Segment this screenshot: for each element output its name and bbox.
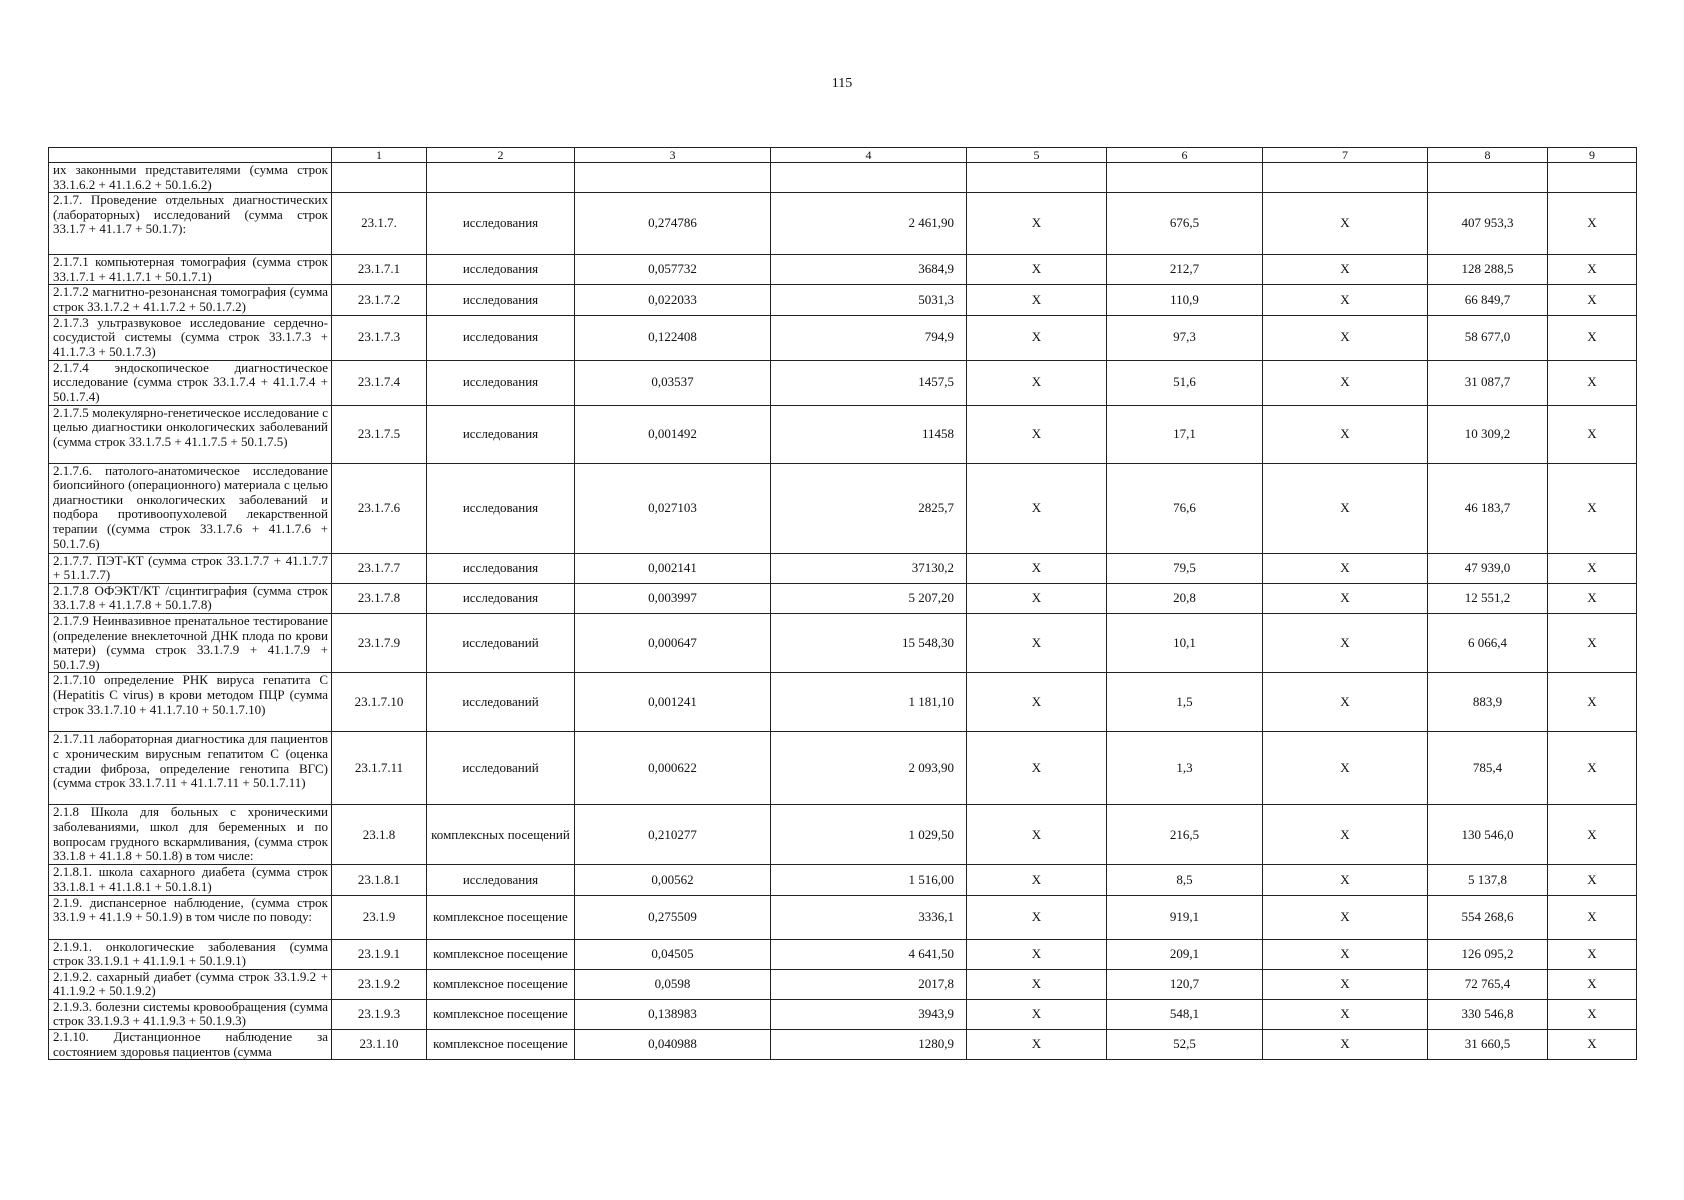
col3-cell: 0,04505	[575, 939, 771, 969]
table-row	[49, 360, 1637, 405]
row-code-cell: 23.1.7.4	[332, 360, 427, 405]
col5-cell: Х	[967, 405, 1107, 463]
col6-cell: 76,6	[1107, 463, 1263, 553]
col7-cell: Х	[1263, 895, 1428, 939]
col7-cell: Х	[1263, 613, 1428, 672]
table-row	[49, 805, 1637, 865]
col6-cell: 548,1	[1107, 999, 1263, 1029]
row-code-cell: 23.1.7.7	[332, 553, 427, 583]
col6-cell: 120,7	[1107, 969, 1263, 999]
unit-cell: исследований	[427, 613, 575, 672]
col3-cell: 0,003997	[575, 583, 771, 613]
col9-cell	[1548, 163, 1637, 193]
col3-cell: 0,03537	[575, 360, 771, 405]
row-code-cell: 23.1.9	[332, 895, 427, 939]
table-row	[49, 583, 1637, 613]
col9-cell: Х	[1548, 315, 1637, 360]
table-row	[49, 673, 1637, 732]
row-code-cell: 23.1.10	[332, 1030, 427, 1060]
col5-cell: Х	[967, 193, 1107, 255]
col3-cell: 0,275509	[575, 895, 771, 939]
col9-cell: Х	[1548, 405, 1637, 463]
unit-cell: комплексное посещение	[427, 895, 575, 939]
col5-cell: Х	[967, 285, 1107, 315]
col7-cell: Х	[1263, 315, 1428, 360]
unit-cell: комплексное посещение	[427, 1030, 575, 1060]
col7-cell: Х	[1263, 1030, 1428, 1060]
col8-cell: 12 551,2	[1428, 583, 1548, 613]
col5-cell: Х	[967, 969, 1107, 999]
col8-cell: 407 953,3	[1428, 193, 1548, 255]
row-name-cell: 2.1.7.4 эндоскопическое диагностическое исследование (сумма строк 33.1.7.4 + 41.1.7.4 + 50.1.7.4)	[49, 360, 332, 405]
row-code-cell: 23.1.9.3	[332, 999, 427, 1029]
col7-cell: Х	[1263, 673, 1428, 732]
col6-cell: 216,5	[1107, 805, 1263, 865]
row-name-cell: 2.1.8.1. школа сахарного диабета (сумма строк 33.1.8.1 + 41.1.8.1 + 50.1.8.1)	[49, 865, 332, 895]
table-row	[49, 553, 1637, 583]
col6-cell: 52,5	[1107, 1030, 1263, 1060]
table-row	[49, 463, 1637, 553]
col3-cell: 0,00562	[575, 865, 771, 895]
col4-cell	[771, 163, 967, 193]
col7-cell: Х	[1263, 969, 1428, 999]
col9-cell: Х	[1548, 865, 1637, 895]
unit-cell: исследования	[427, 193, 575, 255]
col3-cell: 0,002141	[575, 553, 771, 583]
col4-cell: 37130,2	[771, 553, 967, 583]
row-code-cell: 23.1.7.3	[332, 315, 427, 360]
col8-cell	[1428, 163, 1548, 193]
col7-cell: Х	[1263, 285, 1428, 315]
col5-cell: Х	[967, 673, 1107, 732]
unit-cell: исследования	[427, 285, 575, 315]
col7-cell: Х	[1263, 999, 1428, 1029]
col8-cell: 130 546,0	[1428, 805, 1548, 865]
col3-cell: 0,0598	[575, 969, 771, 999]
col8-cell: 31 087,7	[1428, 360, 1548, 405]
col5-cell: Х	[967, 1030, 1107, 1060]
row-name-cell: 2.1.7.9 Неинвазивное пренатальное тестирование (определение внеклеточной ДНК плода по крови матери) (сумма строк 33.1.7.9 + 41.1.7.9 + 50.1.7.9)	[49, 613, 332, 672]
row-code-cell: 23.1.8	[332, 805, 427, 865]
unit-cell: исследования	[427, 360, 575, 405]
row-name-cell: 2.1.9.2. сахарный диабет (сумма строк 33.1.9.2 + 41.1.9.2 + 50.1.9.2)	[49, 969, 332, 999]
col3-cell: 0,274786	[575, 193, 771, 255]
col9-cell: Х	[1548, 673, 1637, 732]
table-row	[49, 285, 1637, 315]
col3-cell: 0,122408	[575, 315, 771, 360]
col6-cell: 10,1	[1107, 613, 1263, 672]
col3-cell: 0,027103	[575, 463, 771, 553]
col3-cell: 0,001241	[575, 673, 771, 732]
col8-cell: 47 939,0	[1428, 553, 1548, 583]
col8-cell: 128 288,5	[1428, 255, 1548, 285]
data-table	[48, 147, 1637, 1060]
row-code-cell: 23.1.9.1	[332, 939, 427, 969]
col5-cell	[967, 163, 1107, 193]
col8-cell: 6 066,4	[1428, 613, 1548, 672]
col9-cell: Х	[1548, 553, 1637, 583]
unit-cell: комплексных посещений	[427, 805, 575, 865]
col4-cell: 2017,8	[771, 969, 967, 999]
col9-cell: Х	[1548, 999, 1637, 1029]
unit-cell: исследования	[427, 315, 575, 360]
col5-cell: Х	[967, 360, 1107, 405]
row-code-cell: 23.1.8.1	[332, 865, 427, 895]
unit-cell: комплексное посещение	[427, 999, 575, 1029]
col7-cell	[1263, 163, 1428, 193]
col6-cell: 676,5	[1107, 193, 1263, 255]
table-row	[49, 865, 1637, 895]
row-code-cell	[332, 163, 427, 193]
col8-cell: 66 849,7	[1428, 285, 1548, 315]
col4-cell: 3943,9	[771, 999, 967, 1029]
col5-cell: Х	[967, 865, 1107, 895]
row-name-cell: 2.1.9.3. болезни системы кровообращения (сумма строк 33.1.9.3 + 41.1.9.3 + 50.1.9.3)	[49, 999, 332, 1029]
col8-cell: 554 268,6	[1428, 895, 1548, 939]
col4-cell: 5 207,20	[771, 583, 967, 613]
row-name-cell: 2.1.7.2 магнитно-резонансная томография (сумма строк 33.1.7.2 + 41.1.7.2 + 50.1.7.2)	[49, 285, 332, 315]
row-name-cell: 2.1.7.3 ультразвуковое исследование сердечно-сосудистой системы (сумма строк 33.1.7.3 + 41.1.7.3 + 50.1.7.3)	[49, 315, 332, 360]
col4-cell: 2 093,90	[771, 732, 967, 805]
col8-cell: 126 095,2	[1428, 939, 1548, 969]
col9-cell: Х	[1548, 360, 1637, 405]
col6-cell: 17,1	[1107, 405, 1263, 463]
col6-cell: 1,3	[1107, 732, 1263, 805]
col4-cell: 4 641,50	[771, 939, 967, 969]
row-code-cell: 23.1.7.11	[332, 732, 427, 805]
row-code-cell: 23.1.7.8	[332, 583, 427, 613]
col3-cell	[575, 163, 771, 193]
col8-cell: 785,4	[1428, 732, 1548, 805]
row-code-cell: 23.1.7.9	[332, 613, 427, 672]
col9-cell: Х	[1548, 613, 1637, 672]
row-code-cell: 23.1.9.2	[332, 969, 427, 999]
row-name-cell: 2.1.7.10 определение РНК вируса гепатита С (Hepatitis C virus) в крови методом ПЦР (сумма строк 33.1.7.10 + 41.1.7.10 + 50.1.7.10)	[49, 673, 332, 732]
col8-cell: 46 183,7	[1428, 463, 1548, 553]
col6-cell: 20,8	[1107, 583, 1263, 613]
col3-cell: 0,000622	[575, 732, 771, 805]
col8-cell: 10 309,2	[1428, 405, 1548, 463]
unit-cell: исследования	[427, 463, 575, 553]
col7-cell: Х	[1263, 583, 1428, 613]
header-cell: 5	[967, 148, 1107, 163]
row-name-cell: 2.1.10. Дистанционное наблюдение за состоянием здоровья пациентов (сумма	[49, 1030, 332, 1060]
header-cell: 6	[1107, 148, 1263, 163]
col9-cell: Х	[1548, 285, 1637, 315]
row-code-cell: 23.1.7.1	[332, 255, 427, 285]
header-cell: 2	[427, 148, 575, 163]
table-row	[49, 895, 1637, 939]
unit-cell: исследования	[427, 255, 575, 285]
col3-cell: 0,040988	[575, 1030, 771, 1060]
col6-cell: 1,5	[1107, 673, 1263, 732]
col4-cell: 1 181,10	[771, 673, 967, 732]
col9-cell: Х	[1548, 732, 1637, 805]
col9-cell: Х	[1548, 1030, 1637, 1060]
col6-cell: 79,5	[1107, 553, 1263, 583]
col5-cell: Х	[967, 463, 1107, 553]
col9-cell: Х	[1548, 583, 1637, 613]
col3-cell: 0,057732	[575, 255, 771, 285]
col8-cell: 883,9	[1428, 673, 1548, 732]
row-name-cell: 2.1.7.11 лабораторная диагностика для пациентов с хроническим вирусным гепатитом С (оценка стадии фиброза, определение генотипа ВГС) (сумма строк 33.1.7.11 + 41.1.7.11 + 50.1.7.11)	[49, 732, 332, 805]
header-cell: 1	[332, 148, 427, 163]
col9-cell: Х	[1548, 463, 1637, 553]
col4-cell: 1 029,50	[771, 805, 967, 865]
row-name-cell: 2.1.7.6. патолого-анатомическое исследование биопсийного (операционного) материала с целью диагностики онкологических заболеваний и подбора противоопухолевой лекарственной терапии ((сумма строк 33.1.7.6 + 41.1.7.6 + 50.1.7.6)	[49, 463, 332, 553]
table-row	[49, 1030, 1637, 1060]
col8-cell: 58 677,0	[1428, 315, 1548, 360]
col6-cell: 51,6	[1107, 360, 1263, 405]
row-name-cell: 2.1.9.1. онкологические заболевания (сумма строк 33.1.9.1 + 41.1.9.1 + 50.1.9.1)	[49, 939, 332, 969]
unit-cell	[427, 163, 575, 193]
col6-cell: 8,5	[1107, 865, 1263, 895]
table-row	[49, 405, 1637, 463]
col3-cell: 0,138983	[575, 999, 771, 1029]
col5-cell: Х	[967, 553, 1107, 583]
col7-cell: Х	[1263, 805, 1428, 865]
row-name-cell: их законными представителями (сумма строк 33.1.6.2 + 41.1.6.2 + 50.1.6.2)	[49, 163, 332, 193]
col8-cell: 31 660,5	[1428, 1030, 1548, 1060]
unit-cell: исследований	[427, 732, 575, 805]
col5-cell: Х	[967, 732, 1107, 805]
col8-cell: 5 137,8	[1428, 865, 1548, 895]
col9-cell: Х	[1548, 939, 1637, 969]
row-name-cell: 2.1.9. диспансерное наблюдение, (сумма строк 33.1.9 + 41.1.9 + 50.1.9) в том числе по поводу:	[49, 895, 332, 939]
col3-cell: 0,000647	[575, 613, 771, 672]
col7-cell: Х	[1263, 405, 1428, 463]
header-cell: 8	[1428, 148, 1548, 163]
table-row	[49, 163, 1637, 193]
col5-cell: Х	[967, 315, 1107, 360]
col9-cell: Х	[1548, 193, 1637, 255]
col4-cell: 1 516,00	[771, 865, 967, 895]
col5-cell: Х	[967, 805, 1107, 865]
header-cell: 9	[1548, 148, 1637, 163]
col6-cell: 110,9	[1107, 285, 1263, 315]
row-code-cell: 23.1.7.6	[332, 463, 427, 553]
col8-cell: 330 546,8	[1428, 999, 1548, 1029]
col7-cell: Х	[1263, 732, 1428, 805]
col5-cell: Х	[967, 999, 1107, 1029]
col6-cell: 919,1	[1107, 895, 1263, 939]
table-row	[49, 999, 1637, 1029]
col9-cell: Х	[1548, 255, 1637, 285]
col3-cell: 0,210277	[575, 805, 771, 865]
col4-cell: 1280,9	[771, 1030, 967, 1060]
col4-cell: 1457,5	[771, 360, 967, 405]
col7-cell: Х	[1263, 463, 1428, 553]
col5-cell: Х	[967, 583, 1107, 613]
col6-cell	[1107, 163, 1263, 193]
row-code-cell: 23.1.7.	[332, 193, 427, 255]
table-row	[49, 193, 1637, 255]
row-name-cell: 2.1.7. Проведение отдельных диагностических (лабораторных) исследований (сумма строк 33.1.7 + 41.1.7 + 50.1.7):	[49, 193, 332, 255]
row-name-cell: 2.1.7.5 молекулярно-генетическое исследование с целью диагностики онкологических заболеваний (сумма строк 33.1.7.5 + 41.1.7.5 + 50.1.7.5)	[49, 405, 332, 463]
col7-cell: Х	[1263, 553, 1428, 583]
column-number-row	[49, 148, 1637, 163]
col9-cell: Х	[1548, 805, 1637, 865]
row-code-cell: 23.1.7.2	[332, 285, 427, 315]
col6-cell: 212,7	[1107, 255, 1263, 285]
header-cell	[49, 148, 332, 163]
col7-cell: Х	[1263, 193, 1428, 255]
col9-cell: Х	[1548, 969, 1637, 999]
col5-cell: Х	[967, 939, 1107, 969]
col3-cell: 0,001492	[575, 405, 771, 463]
col6-cell: 97,3	[1107, 315, 1263, 360]
col7-cell: Х	[1263, 360, 1428, 405]
col5-cell: Х	[967, 895, 1107, 939]
row-name-cell: 2.1.7.1 компьютерная томография (сумма строк 33.1.7.1 + 41.1.7.1 + 50.1.7.1)	[49, 255, 332, 285]
col3-cell: 0,022033	[575, 285, 771, 315]
col7-cell: Х	[1263, 255, 1428, 285]
col4-cell: 3336,1	[771, 895, 967, 939]
row-name-cell: 2.1.7.8 ОФЭКТ/КТ /сцинтиграфия (сумма строк 33.1.7.8 + 41.1.7.8 + 50.1.7.8)	[49, 583, 332, 613]
col8-cell: 72 765,4	[1428, 969, 1548, 999]
row-name-cell: 2.1.7.7. ПЭТ-КТ (сумма строк 33.1.7.7 + 41.1.7.7 + 51.1.7.7)	[49, 553, 332, 583]
header-cell: 3	[575, 148, 771, 163]
col5-cell: Х	[967, 613, 1107, 672]
col4-cell: 5031,3	[771, 285, 967, 315]
unit-cell: комплексное посещение	[427, 939, 575, 969]
unit-cell: исследования	[427, 405, 575, 463]
page-number: 115	[831, 76, 853, 91]
col4-cell: 2 461,90	[771, 193, 967, 255]
col6-cell: 209,1	[1107, 939, 1263, 969]
unit-cell: исследования	[427, 553, 575, 583]
table-row	[49, 315, 1637, 360]
header-cell: 7	[1263, 148, 1428, 163]
row-code-cell: 23.1.7.5	[332, 405, 427, 463]
col9-cell: Х	[1548, 895, 1637, 939]
col5-cell: Х	[967, 255, 1107, 285]
table-row	[49, 939, 1637, 969]
table-row	[49, 613, 1637, 672]
unit-cell: комплексное посещение	[427, 969, 575, 999]
col7-cell: Х	[1263, 939, 1428, 969]
unit-cell: исследований	[427, 673, 575, 732]
row-name-cell: 2.1.8 Школа для больных с хроническими заболеваниями, школ для беременных и по вопросам грудного вскармливания, (сумма строк 33.1.8 + 41.1.8 + 50.1.8) в том числе:	[49, 805, 332, 865]
row-code-cell: 23.1.7.10	[332, 673, 427, 732]
unit-cell: исследования	[427, 865, 575, 895]
unit-cell: исследования	[427, 583, 575, 613]
col4-cell: 3684,9	[771, 255, 967, 285]
col4-cell: 2825,7	[771, 463, 967, 553]
col4-cell: 11458	[771, 405, 967, 463]
col4-cell: 794,9	[771, 315, 967, 360]
col7-cell: Х	[1263, 865, 1428, 895]
table-row	[49, 732, 1637, 805]
col4-cell: 15 548,30	[771, 613, 967, 672]
table-row	[49, 969, 1637, 999]
header-cell: 4	[771, 148, 967, 163]
table-row	[49, 255, 1637, 285]
